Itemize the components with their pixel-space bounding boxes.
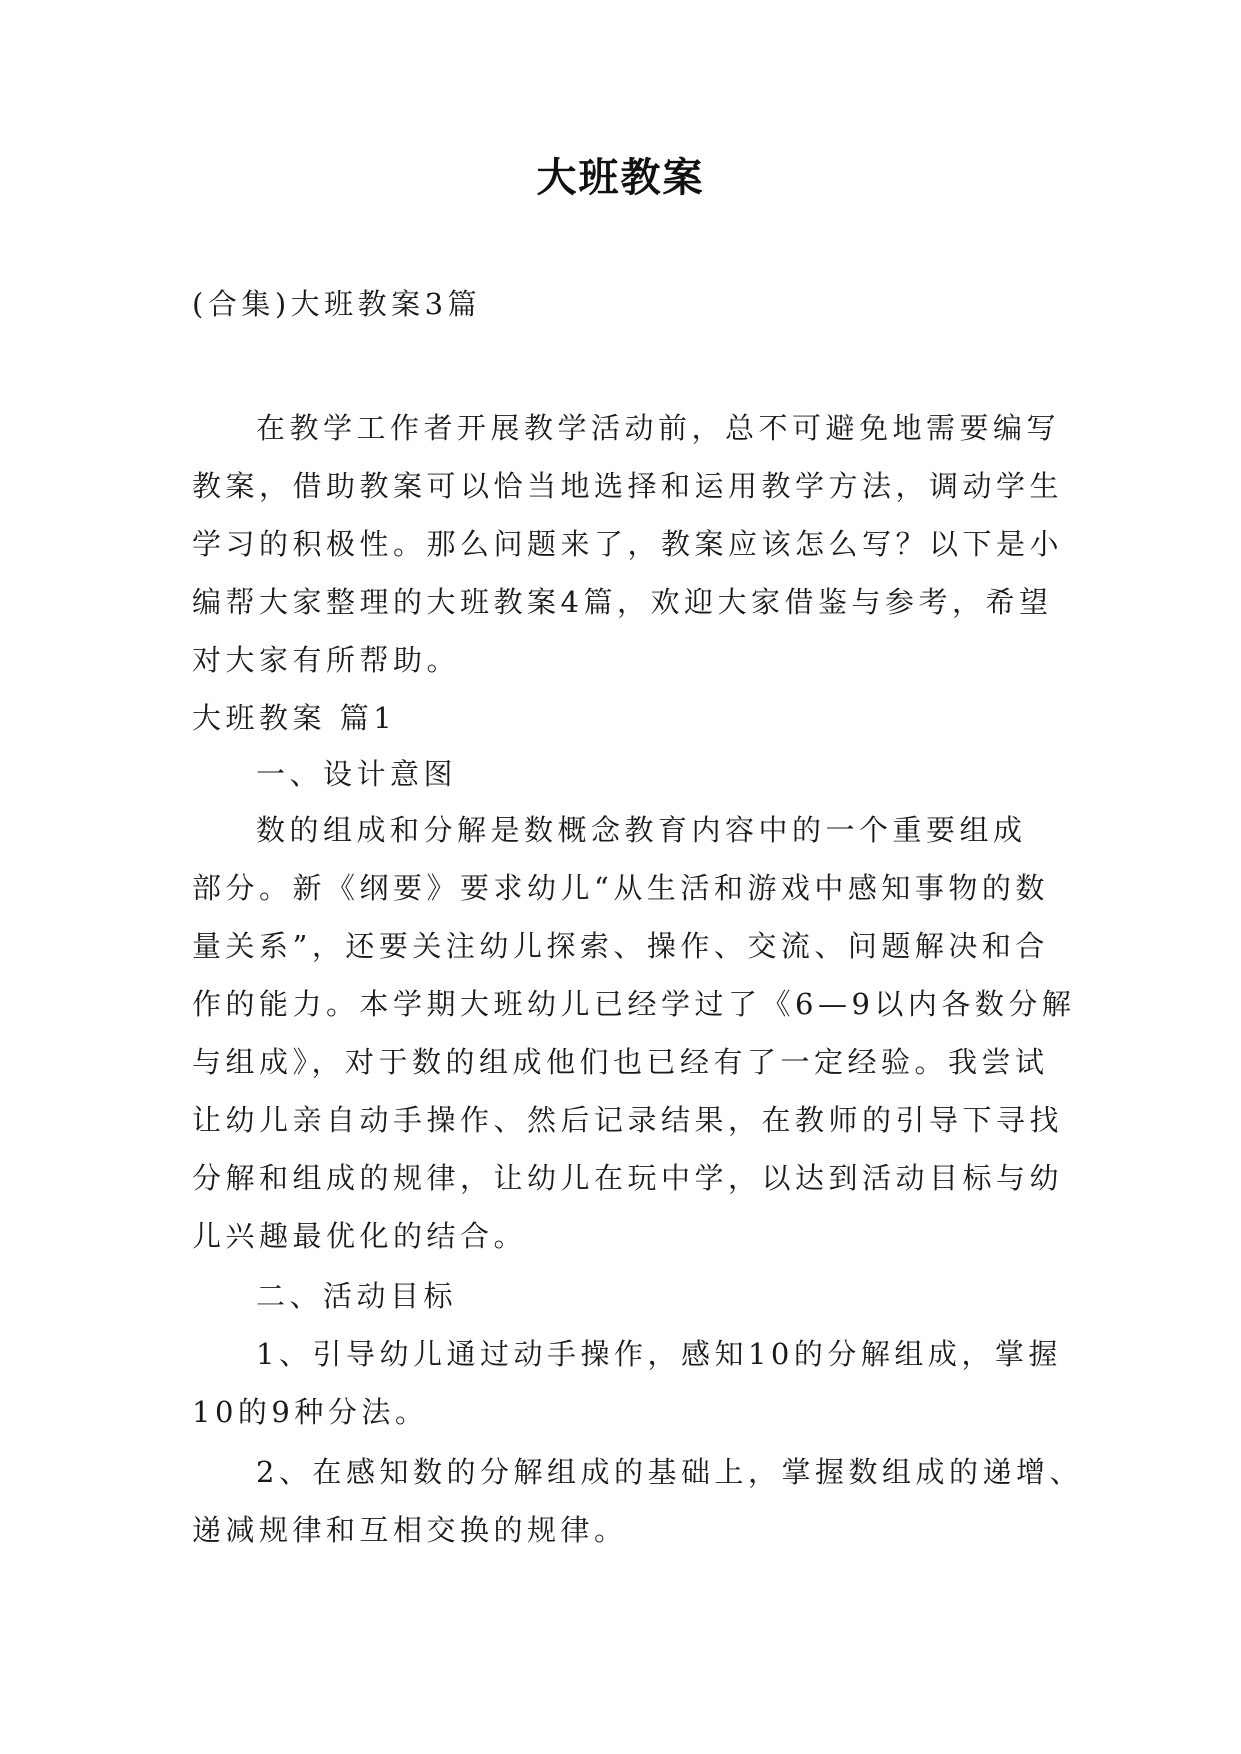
body-line: 部分。新《纲要》要求幼儿“从生活和游戏中感知事物的数 bbox=[192, 871, 1049, 905]
document-subtitle: (合集)大班教案3篇 bbox=[192, 287, 482, 321]
body-line: 量关系”，还要关注幼儿探索、操作、交流、问题解决和合 bbox=[192, 929, 1049, 963]
body-line: 数的组成和分解是数概念教育内容中的一个重要组成 bbox=[256, 813, 1027, 847]
intro-line: 编帮大家整理的大班教案4篇，欢迎大家借鉴与参考，希望 bbox=[192, 585, 1053, 619]
subsection-heading: 一、设计意图 bbox=[256, 757, 458, 791]
intro-line: 学习的积极性。那么问题来了，教案应该怎么写？以下是小 bbox=[192, 527, 1064, 561]
goal-line: 10的9种分法。 bbox=[192, 1395, 429, 1429]
intro-line: 教案，借助教案可以恰当地选择和运用教学方法，调动学生 bbox=[192, 469, 1064, 503]
body-line: 与组成》，对于数的组成他们也已经有了一定经验。我尝试 bbox=[192, 1045, 1049, 1079]
goal-line: 1、引导幼儿通过动手操作，感知10的分解组成，掌握 bbox=[256, 1337, 1062, 1371]
intro-line: 对大家有所帮助。 bbox=[192, 643, 461, 677]
body-line: 儿兴趣最优化的结合。 bbox=[192, 1219, 528, 1253]
goal-line: 2、在感知数的分解组成的基础上，掌握数组成的递增、 bbox=[256, 1455, 1083, 1489]
body-line: 让幼儿亲自动手操作、然后记录结果，在教师的引导下寻找 bbox=[192, 1103, 1064, 1137]
body-line: 作的能力。本学期大班幼儿已经学过了《6—9以内各数分解 bbox=[192, 987, 1076, 1021]
goal-line: 递减规律和互相交换的规律。 bbox=[192, 1513, 628, 1547]
intro-line: 在教学工作者开展教学活动前，总不可避免地需要编写 bbox=[256, 411, 1061, 445]
subsection-heading: 二、活动目标 bbox=[256, 1279, 458, 1313]
body-line: 分解和组成的规律，让幼儿在玩中学，以达到活动目标与幼 bbox=[192, 1161, 1064, 1195]
section-heading: 大班教案 篇1 bbox=[192, 701, 397, 735]
document-title: 大班教案 bbox=[536, 155, 705, 201]
